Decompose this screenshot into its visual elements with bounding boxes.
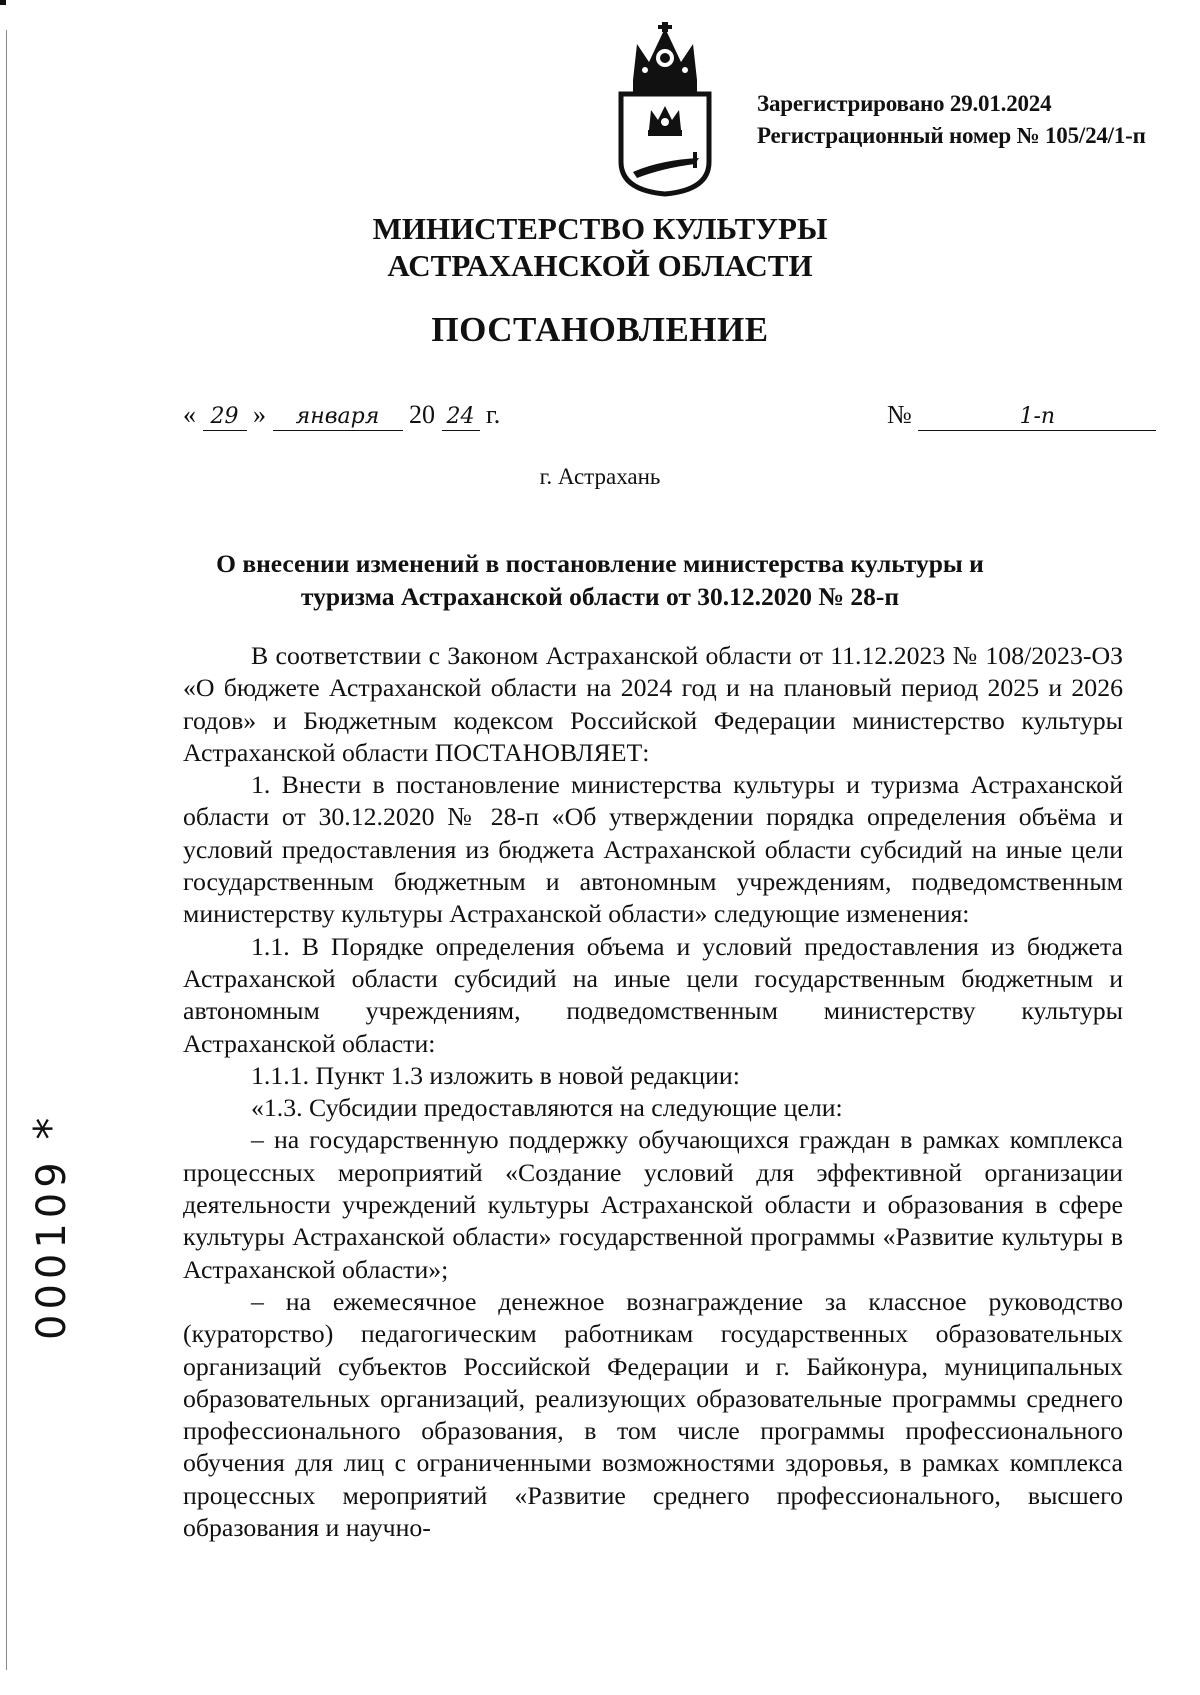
ministry-name <box>0 210 1200 284</box>
date-close-quote: » <box>253 400 266 429</box>
corner-mark <box>0 0 6 5</box>
number-value: 1-п <box>918 404 1156 431</box>
margin-serial-number <box>25 1100 75 1340</box>
paragraph: – на государственную поддержку обучающихся граждан в рамках комплекса процессных мероприятий «Создание условий для эффективной организации деятельности учреждений культуры Астраханской области и образования в сфере культуры Астраханской области» государственной программы «Развитие культуры в Астраханской области»; <box>183 1125 1123 1284</box>
registration-date: Зарегистрировано 29.01.2024 <box>757 91 1052 116</box>
paragraph: 1.1. В Порядке определения объема и условий предоставления из бюджета Астраханской области субсидий на иные цели государственным бюджетным и автономным учреждениям, подведомственным министерству культуры Астраханской области: <box>183 931 1123 1058</box>
date-century: 20 <box>409 400 435 429</box>
paragraph: 1.1.1. Пункт 1.3 изложить в новой редакции: <box>251 1060 740 1090</box>
document-body <box>183 640 1123 1544</box>
paragraph: В соответствии с Законом Астраханской области от 11.12.2023 № 108/2023-ОЗ «О бюджете Астраханской области на 2024 год и на плановый период 2025 и 2026 годов» и Бюджетным кодексом Российской Федерации министерство культуры Астраханской области ПОСТАНОВЛЯЕТ: <box>183 641 1123 767</box>
date-day: 29 <box>203 404 247 431</box>
paragraph: «1.3. Субсидии предоставляются на следующие цели: <box>251 1093 843 1123</box>
date-open-quote: « <box>183 400 196 429</box>
city: г. Астрахань <box>539 464 661 489</box>
registration-number: Регистрационный номер № 105/24/1-п <box>757 123 1146 148</box>
date-month: января <box>273 404 403 431</box>
date-year: 24 <box>442 404 480 431</box>
date-suffix: г. <box>486 400 501 429</box>
registration-block <box>757 88 1146 152</box>
document-title <box>200 547 1000 613</box>
margin-number: 000109 <box>29 1157 75 1340</box>
title-line-1: О внесении изменений в постановление министерства культуры и <box>216 549 984 578</box>
coat-of-arms-icon <box>615 22 715 197</box>
paragraph: – на ежемесячное денежное вознаграждение за классное руководство (кураторство) педагогическим работникам государственных образовательных организаций субъектов Российской Федерации и г. Байконура, муниципальных образовательных организаций, реализующих образовательные программы среднего профессионального образования, в том числе программы профессионального обучения для лиц с ограниченными возможностями здоровья, в рамках комплекса процессных мероприятий «Развитие среднего профессионального, высшего образования и научно- <box>183 1286 1123 1543</box>
margin-asterisk: * <box>25 1117 76 1140</box>
document-number <box>887 400 1156 431</box>
number-label: № <box>887 400 912 429</box>
ministry-line-1: МИНИСТЕРСТВО КУЛЬТУРЫ <box>372 211 828 246</box>
document-date <box>183 400 500 431</box>
paragraph: 1. Внести в постановление министерства культуры и туризма Астраханской области от 30.12.2020 № 28-п «Об утверждении порядка определения объёма и условий предоставления из бюджета Астраханской области субсидий на иные цели государственным бюджетным и автономным учреждениям, подведомственным министерству культуры Астраханской области» следующие изменения: <box>183 770 1123 929</box>
document-type: ПОСТАНОВЛЕНИЕ <box>431 310 769 349</box>
title-line-2: туризма Астраханской области от 30.12.2020 № 28-п <box>300 582 900 611</box>
ministry-line-2: АСТРАХАНСКОЙ ОБЛАСТИ <box>387 248 813 283</box>
